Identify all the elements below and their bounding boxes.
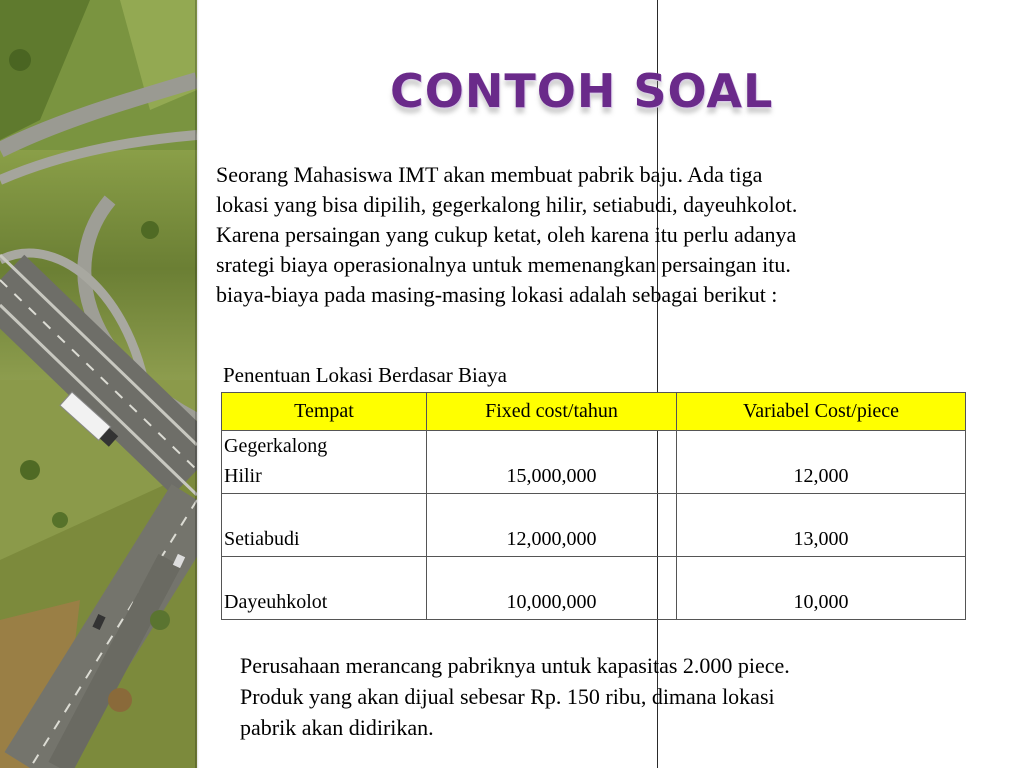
closing-line: Produk yang akan dijual sebesar Rp. 150 ribu, dimana lokasi <box>240 684 775 709</box>
intro-line: lokasi yang bisa dipilih, gegerkalong hilir, setiabudi, dayeuhkolot. <box>216 192 798 217</box>
cell-variable-cost: 13,000 <box>677 494 966 557</box>
cell-variable-cost: 10,000 <box>677 557 966 620</box>
closing-paragraph <box>240 650 1000 743</box>
intro-line: Karena persaingan yang cukup ketat, oleh karena itu perlu adanya <box>216 222 797 247</box>
table-row <box>222 557 966 620</box>
cell-place <box>222 494 427 557</box>
intro-paragraph <box>216 160 1006 310</box>
cell-fixed-cost: 12,000,000 <box>427 494 677 557</box>
intro-line: Seorang Mahasiswa IMT akan membuat pabrik baju. Ada tiga <box>216 162 763 187</box>
place-line: Gegerkalong <box>224 435 328 457</box>
cell-place <box>222 557 427 620</box>
highway-illustration <box>0 0 197 768</box>
header-tempat: Tempat <box>222 393 427 431</box>
cell-fixed-cost: 10,000,000 <box>427 557 677 620</box>
table-row <box>222 494 966 557</box>
intro-line: biaya-biaya pada masing-masing lokasi adalah sebagai berikut : <box>216 282 778 307</box>
table-header-row <box>222 393 966 431</box>
place-line: Dayeuhkolot <box>224 591 328 613</box>
intro-line: srategi biaya operasionalnya untuk memenangkan persaingan itu. <box>216 252 791 277</box>
slide-title: CONTOH SOAL <box>390 64 774 118</box>
table-row <box>222 431 966 494</box>
cost-table <box>221 392 966 620</box>
closing-line: Perusahaan merancang pabriknya untuk kapasitas 2.000 piece. <box>240 653 790 678</box>
header-fixed-cost: Fixed cost/tahun <box>427 393 677 431</box>
place-line: Hilir <box>224 465 262 487</box>
cell-place <box>222 431 427 494</box>
header-variable-cost: Variabel Cost/piece <box>677 393 966 431</box>
place-line: Setiabudi <box>224 528 300 550</box>
highway-aerial-photo <box>0 0 197 768</box>
cell-fixed-cost: 15,000,000 <box>427 431 677 494</box>
photo-border <box>195 0 199 768</box>
cell-variable-cost: 12,000 <box>677 431 966 494</box>
closing-line: pabrik akan didirikan. <box>240 715 434 740</box>
table-caption: Penentuan Lokasi Berdasar Biaya <box>223 363 507 387</box>
